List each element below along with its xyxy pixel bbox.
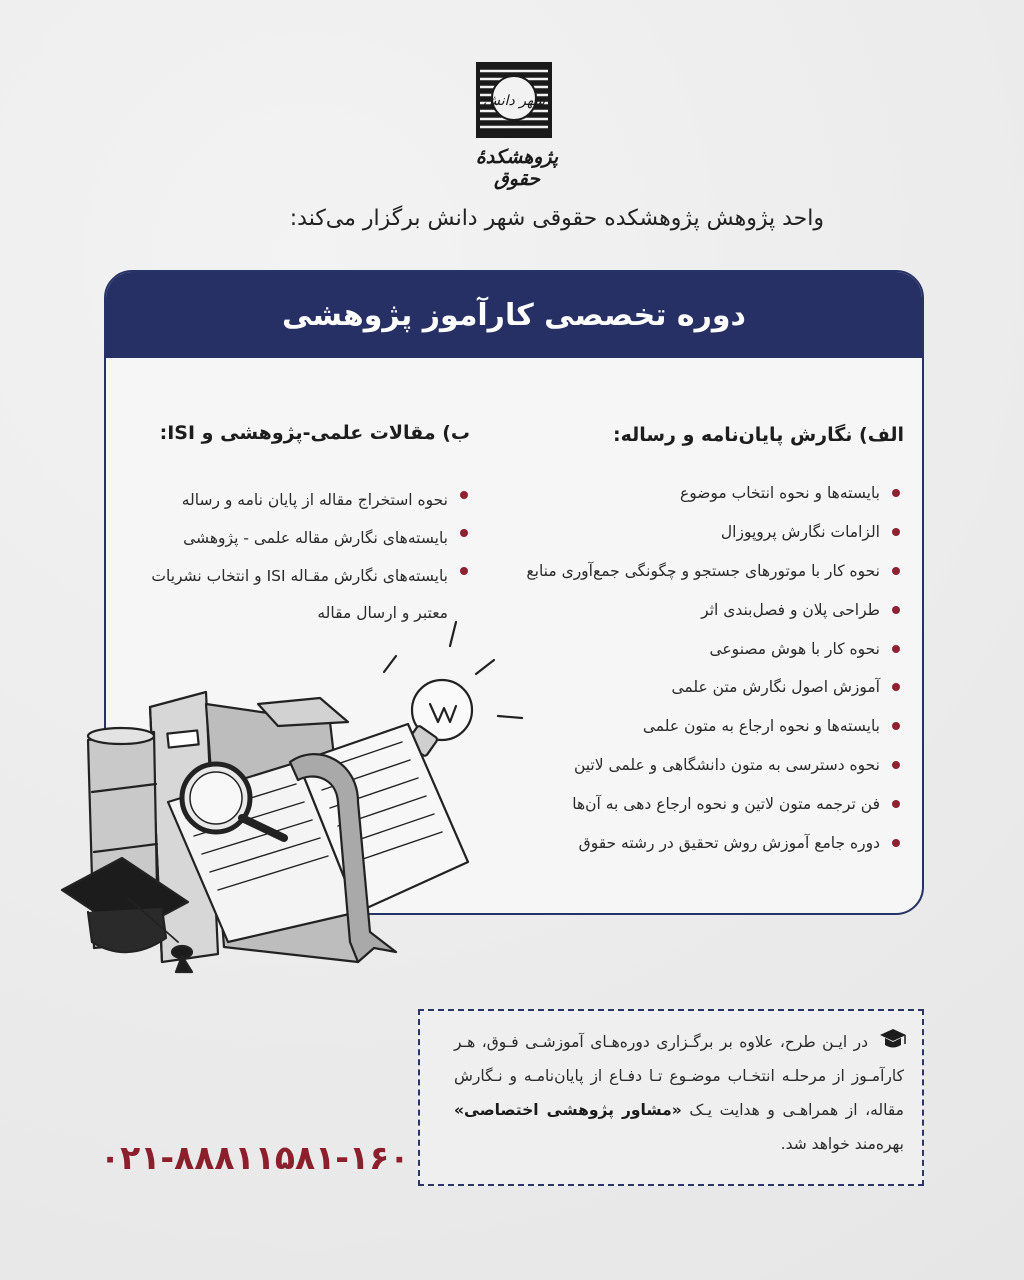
list-item: نحوه کار با هوش مصنوعی bbox=[482, 636, 902, 675]
logo-emblem-text: شهر دانش bbox=[482, 93, 546, 109]
list-item: الزامات نگارش پروپوزال bbox=[482, 519, 902, 558]
ray bbox=[384, 656, 396, 672]
logo-text: پژوهشکدهٔ حقوق bbox=[475, 146, 559, 190]
logo bbox=[462, 62, 572, 190]
list-item: بایسته‌های نگارش مقـاله ISI و انتخاب نشریات معتبر و ارسال مقاله bbox=[140, 558, 470, 632]
list-item: بایسته‌ها و نحوه ارجاع به متون علمی bbox=[482, 713, 902, 752]
card-header bbox=[106, 272, 922, 358]
section-a-title: الف) نگارش پایان‌نامه و رساله: bbox=[612, 424, 904, 446]
section-b-title: ب) مقالات علمی-پژوهشی و ISI: bbox=[159, 422, 470, 444]
books-illustration bbox=[58, 612, 528, 992]
list-item: آموزش اصول نگارش متن علمی bbox=[482, 674, 902, 713]
intro-text: واحد پژوهش پژوهشکده حقوقی شهر دانش برگزار می‌کند: bbox=[289, 206, 824, 231]
note-text-before: در ایـن طرح، علاوه بر برگـزاری دوره‌هـای آموزشـی فـوق، هـر کارآمـوز از مرحلـه انتخـاب موضـوع تـا دفـاع از پایان‌نامـه و نـگارش مقاله، از همراهـی و هدایت یـک bbox=[454, 1033, 904, 1119]
list-item: طراحی پلان و فصل‌بندی اثر bbox=[482, 597, 902, 636]
section-b-list bbox=[140, 482, 470, 633]
card-title: دوره تخصصی کارآموز پژوهشی bbox=[282, 297, 746, 333]
mentor-note-text bbox=[454, 1025, 904, 1161]
list-item: نحوه دسترسی به متون دانشگاهی و علمی لاتین bbox=[482, 752, 902, 791]
list-item: نحوه استخراج مقاله از پایان نامه و رساله bbox=[140, 482, 470, 519]
list-item: فن ترجمه متون لاتین و نحوه ارجاع دهی به آن‌ها bbox=[482, 791, 902, 830]
list-item: دوره جامع آموزش روش تحقیق در رشته حقوق bbox=[482, 830, 902, 869]
list-item: بایسته‌های نگارش مقاله علمی - پژوهشی bbox=[140, 520, 470, 557]
note-highlight: «مشاور پژوهشی اختصاصی» bbox=[454, 1101, 682, 1119]
note-text-after: بهره‌مند خواهد شد. bbox=[780, 1135, 904, 1153]
logo-emblem bbox=[476, 62, 552, 138]
list-item: بایسته‌ها و نحوه انتخاب موضوع bbox=[482, 480, 902, 519]
section-a-list bbox=[482, 480, 902, 869]
list-item: نحوه کار با موتورهای جستجو و چگونگی جمع‌آوری منابع bbox=[482, 558, 902, 597]
mentor-note-box bbox=[418, 1009, 924, 1186]
phone-number[interactable]: ۰۲۱-۸۸۸۱۱۵۸۱-۱۶۰ bbox=[100, 1138, 410, 1177]
